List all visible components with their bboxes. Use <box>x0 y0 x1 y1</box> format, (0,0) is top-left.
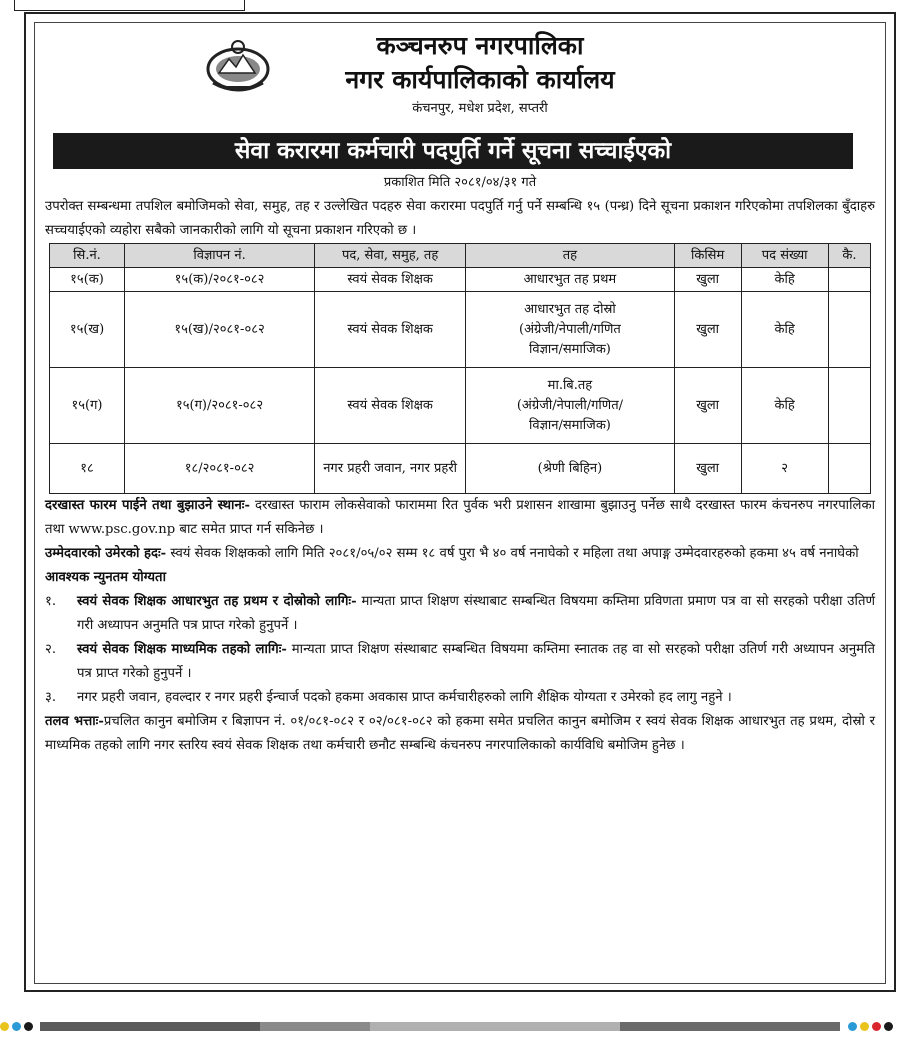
level-line: विज्ञान/समाजिक) <box>528 417 611 433</box>
footer-dot <box>848 1022 857 1031</box>
cell-serial: १५(क) <box>50 268 125 292</box>
top-border-line <box>14 0 245 11</box>
salary-text: प्रचलित कानुन बमोजिम र बिज्ञापन नं. ०१/०८१-०८२ र ०२/०८१-०८२ को हकमा समेत प्रचलित कानुन बमोजिम र स्वयं सेवक शिक्षक आधारभुत तह प्रथम, दोस्रो र माध्यमिक तहको लागि नगर स्तरिय स्वयं सेवक शिक्षक तथा कर्मचारी छनौट सम्बन्धि कंचनरुप नगरपालिकाको कार्यविधि बमोजिम हुनेछ । <box>45 714 875 753</box>
table-row <box>50 444 871 494</box>
age-paragraph <box>45 542 875 566</box>
cell-count: केहि <box>741 268 828 292</box>
application-text: दरखास्त फाराम लोकसेवाको फाराममा रित पुर्वक भरी प्रशासन शाखामा बुझाउनु पर्नेछ साथै दरखास्त फारम कंचनरुप नगरपालिका तथा www.psc.gov.np बाट समेत प्राप्त गर्न सकिनेछ । <box>45 498 875 537</box>
cell-count: केहि <box>741 368 828 444</box>
cell-count: २ <box>741 444 828 494</box>
notice-content <box>45 29 875 758</box>
qualification-title: आवश्यक न्युनतम योग्यता <box>45 570 166 585</box>
footer-bar-segment <box>370 1022 620 1031</box>
cell-count: केहि <box>741 292 828 368</box>
footer-dot <box>12 1022 21 1031</box>
publication-date: प्रकाशित मिति २०८१/०४/३१ गते <box>383 175 537 190</box>
intro-paragraph: उपरोक्त सम्बन्धमा तपशिल बमोजिमको सेवा, समुह, तह र उल्लेखित पदहरु सेवा करारमा पदपुर्ति गर्नु पर्ने सम्बन्धि १५ (पन्ध्र) दिने सूचना प्रकाशन गरिएकोमा तपशिलका बुँदाहरु सच्चयाईएको व्यहोरा सबैको जानकारीको लागि यो सूचना प्रकाशन गरिएको छ । <box>45 199 875 238</box>
table-row <box>50 368 871 444</box>
level-line: (अंग्रेजी/नेपाली/गणित/ <box>516 397 623 413</box>
list-label: स्वयं सेवक शिक्षक माध्यमिक तहको लागिः- <box>77 642 287 657</box>
level-line: आधारभुत तह प्रथम <box>523 271 617 287</box>
cell-remark <box>828 444 870 494</box>
notice-inner-frame <box>34 22 886 984</box>
cell-ad-number: १५(ख)/२०८१-०८२ <box>125 292 315 368</box>
cell-serial: १८ <box>50 444 125 494</box>
list-number: १. <box>45 594 57 609</box>
list-number: ३. <box>45 690 57 705</box>
level-line: आधारभुत तह दोस्रो <box>524 301 616 317</box>
nepal-government-emblem-icon <box>203 39 273 95</box>
cell-type: खुला <box>674 268 741 292</box>
header-post: पद, सेवा, समुह, तह <box>315 244 466 268</box>
cell-level <box>466 292 675 368</box>
cell-post: स्वयं सेवक शिक्षक <box>315 368 466 444</box>
office-address: कंचनपुर, मधेश प्रदेश, सप्तरी <box>412 101 548 116</box>
level-line: विज्ञान/समाजिक) <box>528 341 611 357</box>
footer-dot <box>872 1022 881 1031</box>
table-row <box>50 292 871 368</box>
footer-dot <box>884 1022 893 1031</box>
cell-serial: १५(ग) <box>50 368 125 444</box>
cell-post: स्वयं सेवक शिक्षक <box>315 268 466 292</box>
municipality-name: कञ्चनरुप नगरपालिका <box>376 31 584 60</box>
cell-post: स्वयं सेवक शिक्षक <box>315 292 466 368</box>
office-name: नगर कार्यपालिकाको कार्यालय <box>345 65 615 94</box>
cell-ad-number: १५(क)/२०८१-०८२ <box>125 268 315 292</box>
footer-dot <box>0 1022 9 1031</box>
list-text: मान्यता प्राप्त शिक्षण संस्थाबाट सम्बन्धित विषयमा कम्तिमा स्नातक तह वा सो सरहको परीक्षा उतिर्ण गरी अध्यापन अनुमति पत्र प्राप्त गरेको हुनुपर्ने । <box>77 642 875 681</box>
table-row <box>50 268 871 292</box>
list-number: २. <box>45 642 57 657</box>
footer-dot <box>24 1022 33 1031</box>
cell-serial: १५(ख) <box>50 292 125 368</box>
salary-label: तलव भत्ताः- <box>45 714 104 729</box>
footer-bar-segment <box>260 1022 370 1031</box>
cell-level <box>466 368 675 444</box>
list-item <box>45 590 875 638</box>
header-serial: सि.नं. <box>50 244 125 268</box>
salary-paragraph <box>45 710 875 758</box>
age-text: स्वयं सेवक शिक्षकको लागि मिति २०८१/०५/०२ सम्म १८ वर्ष पुरा भै ४० वर्ष ननाघेको र महिला तथा अपाङ्ग उम्मेदवारहरुको हकमा ४५ वर्ष ननाघेको <box>166 546 859 561</box>
header-remark: कै. <box>828 244 870 268</box>
footer-dot <box>860 1022 869 1031</box>
level-line: (श्रेणी बिहिन) <box>537 460 603 476</box>
cell-type: खुला <box>674 292 741 368</box>
notice-title-banner: सेवा करारमा कर्मचारी पदपुर्ति गर्ने सूचना सच्चाईएको <box>53 133 853 169</box>
cell-ad-number: १८/२०८१-०८२ <box>125 444 315 494</box>
cell-type: खुला <box>674 444 741 494</box>
cell-ad-number: १५(ग)/२०८१-०८२ <box>125 368 315 444</box>
list-body <box>77 590 875 638</box>
vacancy-table <box>49 243 871 494</box>
age-label: उम्मेदवारको उमेरको हदः- <box>45 546 167 561</box>
list-item <box>45 638 875 686</box>
cell-level <box>466 268 675 292</box>
application-paragraph <box>45 494 875 542</box>
header-ad-number: विज्ञापन नं. <box>125 244 315 268</box>
list-body <box>77 638 875 686</box>
cell-post: नगर प्रहरी जवान, नगर प्रहरी <box>315 444 466 494</box>
level-line: (अंग्रेजी/नेपाली/गणित <box>519 321 621 337</box>
list-text: मान्यता प्राप्त शिक्षण संस्थाबाट सम्बन्धित विषयमा कम्तिमा प्रविणता प्रमाण पत्र वा सो सरहको परीक्षा उतिर्ण गरी अध्यापन अनुमति पत्र प्राप्त गरेको हुनुपर्ने । <box>77 594 875 633</box>
footer-bar-segment <box>40 1022 260 1031</box>
header-level: तह <box>466 244 675 268</box>
header-type: किसिम <box>674 244 741 268</box>
list-label: स्वयं सेवक शिक्षक आधारभुत तह प्रथम र दोस्रोको लागिः- <box>77 594 357 609</box>
header-count: पद संख्या <box>741 244 828 268</box>
notice-header <box>45 29 875 129</box>
application-label: दरखास्त फारम पाईने तथा बुझाउने स्थानः- <box>45 498 250 513</box>
cell-level <box>466 444 675 494</box>
list-text: नगर प्रहरी जवान, हवल्दार र नगर प्रहरी ईन्चार्ज पदको हकमा अवकास प्राप्त कर्मचारीहरुको लागि शैक्षिक योग्यता र उमेरको हद लागु नहुने । <box>77 690 732 705</box>
list-item <box>45 686 875 710</box>
table-header-row <box>50 244 871 268</box>
cell-remark <box>828 268 870 292</box>
cell-type: खुला <box>674 368 741 444</box>
footer-bar-segment <box>620 1022 840 1031</box>
list-body <box>77 686 875 710</box>
cell-remark <box>828 368 870 444</box>
top-border-tick <box>244 0 245 10</box>
level-line: मा.बि.तह <box>547 377 593 393</box>
cell-remark <box>828 292 870 368</box>
